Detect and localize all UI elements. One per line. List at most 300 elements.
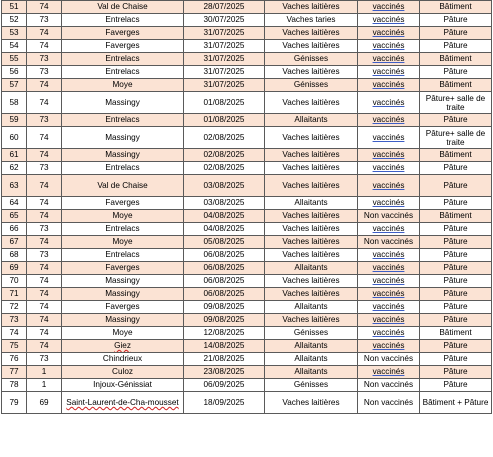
department-cell <box>27 53 62 66</box>
vaccinated-label: vaccinés <box>372 289 405 298</box>
animal-type-cell <box>265 162 358 175</box>
commune-cell <box>62 14 184 27</box>
animal-type-text: Vaches laitières <box>282 289 340 298</box>
location-text: Pâture <box>443 250 468 259</box>
date-cell <box>184 66 265 79</box>
row-number-text: 56 <box>9 67 19 76</box>
vaccination-status-cell <box>358 210 420 223</box>
location-cell <box>420 14 492 27</box>
date-cell <box>184 1 265 14</box>
date-cell <box>184 210 265 223</box>
date-cell <box>184 92 265 114</box>
table-row <box>2 236 492 249</box>
vaccinated-label: vaccinés <box>372 150 405 159</box>
animal-type-cell <box>265 249 358 262</box>
date-text: 18/09/2025 <box>203 397 245 407</box>
location-cell <box>420 340 492 353</box>
department-text: 74 <box>39 80 49 89</box>
commune-text: Moye <box>112 237 133 246</box>
location-text: Pâture <box>443 237 468 246</box>
location-cell <box>420 53 492 66</box>
location-cell <box>420 127 492 149</box>
date-cell <box>184 327 265 340</box>
date-cell <box>184 314 265 327</box>
animal-type-cell <box>265 223 358 236</box>
commune-cell <box>62 288 184 301</box>
vaccination-status-cell <box>358 275 420 288</box>
commune-cell <box>62 197 184 210</box>
vaccination-status-cell <box>358 197 420 210</box>
row-number-text: 64 <box>9 198 19 207</box>
table-row <box>2 301 492 314</box>
department-text: 74 <box>39 97 49 107</box>
row-number-cell <box>2 162 27 175</box>
date-cell <box>184 27 265 40</box>
department-text: 74 <box>39 341 49 350</box>
location-text: Pâture <box>443 67 468 76</box>
animal-type-text: Vaches laitières <box>282 67 340 76</box>
animal-type-text: Vaches laitières <box>282 211 340 220</box>
commune-text: Culoz <box>112 367 133 376</box>
commune-text: Chindrieux <box>102 354 143 363</box>
commune-text: Massingy <box>105 133 140 142</box>
location-cell <box>420 175 492 197</box>
vaccinated-label: vaccinés <box>372 67 405 76</box>
vaccinated-label: vaccinés <box>372 263 405 272</box>
row-number-cell <box>2 114 27 127</box>
department-text: 73 <box>39 250 49 259</box>
row-number-cell <box>2 392 27 414</box>
animal-type-cell <box>265 92 358 114</box>
row-number-cell <box>2 27 27 40</box>
date-cell <box>184 288 265 301</box>
vaccinated-label: vaccinés <box>372 54 405 63</box>
animal-type-cell <box>265 327 358 340</box>
table-row <box>2 114 492 127</box>
commune-cell <box>62 275 184 288</box>
department-cell <box>27 40 62 53</box>
commune-text: Moye <box>112 80 133 89</box>
row-number-cell <box>2 210 27 223</box>
location-text: Pâture <box>443 28 468 37</box>
table-row <box>2 162 492 175</box>
animal-type-cell <box>265 353 358 366</box>
vaccination-status-cell <box>358 114 420 127</box>
department-text: 1 <box>41 367 47 376</box>
department-cell <box>27 127 62 149</box>
animal-type-text: Génisses <box>293 328 329 337</box>
department-text: 74 <box>39 289 49 298</box>
vaccination-status-cell <box>358 249 420 262</box>
animal-type-cell <box>265 314 358 327</box>
date-cell <box>184 340 265 353</box>
date-cell <box>184 53 265 66</box>
date-text: 04/08/2025 <box>203 224 245 233</box>
date-text: 31/07/2025 <box>203 28 245 37</box>
row-number-cell <box>2 314 27 327</box>
commune-text: Val de Chaise <box>97 181 148 190</box>
date-text: 01/08/2025 <box>203 115 245 124</box>
row-number-cell <box>2 92 27 114</box>
department-text: 74 <box>39 41 49 50</box>
department-text: 73 <box>39 224 49 233</box>
location-cell <box>420 262 492 275</box>
department-text: 69 <box>39 397 49 407</box>
row-number-cell <box>2 327 27 340</box>
location-cell <box>420 223 492 236</box>
location-text: Bâtiment <box>439 328 472 337</box>
commune-text: Faverges <box>105 41 140 50</box>
row-number-text: 70 <box>9 276 19 285</box>
vaccination-status-cell <box>358 327 420 340</box>
department-text: 74 <box>39 237 49 246</box>
department-text: 74 <box>39 211 49 220</box>
date-cell <box>184 14 265 27</box>
row-number-text: 77 <box>9 367 19 376</box>
row-number-text: 65 <box>9 211 19 220</box>
location-cell <box>420 210 492 223</box>
date-cell <box>184 79 265 92</box>
vaccination-status-text: Non vaccinés <box>363 397 414 407</box>
vaccinated-label: vaccinés <box>372 328 405 337</box>
row-number-text: 54 <box>9 41 19 50</box>
location-text: Pâture <box>443 276 468 285</box>
vaccination-status-cell <box>358 27 420 40</box>
table-row <box>2 366 492 379</box>
row-number-text: 59 <box>9 115 19 124</box>
date-text: 02/08/2025 <box>203 150 245 159</box>
table-row <box>2 314 492 327</box>
animal-type-cell <box>265 366 358 379</box>
department-text: 74 <box>39 180 49 190</box>
table-row <box>2 66 492 79</box>
date-text: 12/08/2025 <box>203 328 245 337</box>
date-text: 02/08/2025 <box>203 163 245 172</box>
date-text: 05/08/2025 <box>203 237 245 246</box>
animal-type-cell <box>265 14 358 27</box>
commune-text: Faverges <box>105 198 140 207</box>
vaccinated-label: vaccinés <box>372 302 405 311</box>
table-row <box>2 392 492 414</box>
location-cell <box>420 301 492 314</box>
vaccination-status-cell <box>358 353 420 366</box>
row-number-cell <box>2 149 27 162</box>
vaccination-status-cell <box>358 149 420 162</box>
location-cell <box>420 353 492 366</box>
location-text: Pâture <box>443 198 468 207</box>
table-row <box>2 249 492 262</box>
location-text: Bâtiment <box>439 150 472 159</box>
vaccinated-label: vaccinés <box>372 97 405 107</box>
date-text: 06/08/2025 <box>203 263 245 272</box>
animal-type-text: Vaches laitières <box>282 180 340 190</box>
department-cell <box>27 327 62 340</box>
vaccinated-label: vaccinés <box>372 15 405 24</box>
animal-type-text: Vaches laitières <box>282 132 340 142</box>
row-number-text: 51 <box>9 2 19 11</box>
vaccination-status-text: Non vaccinés <box>363 380 414 389</box>
table-row <box>2 14 492 27</box>
animal-type-text: Vaches laitières <box>282 237 340 246</box>
animal-type-text: Allaitants <box>294 302 328 311</box>
table-row <box>2 197 492 210</box>
date-text: 06/09/2025 <box>203 380 245 389</box>
table-row <box>2 1 492 14</box>
location-text: Pâture <box>443 341 468 350</box>
animal-type-cell <box>265 127 358 149</box>
commune-cell <box>62 66 184 79</box>
location-text: Pâture <box>443 181 468 190</box>
location-cell <box>420 162 492 175</box>
department-text: 74 <box>39 28 49 37</box>
date-text: 31/07/2025 <box>203 41 245 50</box>
commune-cell <box>62 340 184 353</box>
table-row <box>2 53 492 66</box>
table-body <box>2 1 492 414</box>
animal-type-cell <box>265 53 358 66</box>
animal-type-text: Allaitants <box>294 115 328 124</box>
department-text: 73 <box>39 354 49 363</box>
row-number-cell <box>2 175 27 197</box>
location-cell <box>420 40 492 53</box>
animal-type-cell <box>265 197 358 210</box>
date-text: 06/08/2025 <box>203 250 245 259</box>
location-text: Pâture <box>443 41 468 50</box>
row-number-cell <box>2 340 27 353</box>
location-cell <box>420 314 492 327</box>
row-number-text: 52 <box>9 15 19 24</box>
vaccinated-label: vaccinés <box>372 367 405 376</box>
table-row <box>2 379 492 392</box>
date-cell <box>184 40 265 53</box>
department-cell <box>27 27 62 40</box>
date-text: 31/07/2025 <box>203 54 245 63</box>
row-number-text: 74 <box>9 328 19 337</box>
table-row <box>2 223 492 236</box>
department-text: 74 <box>39 2 49 11</box>
row-number-cell <box>2 66 27 79</box>
animal-type-cell <box>265 210 358 223</box>
commune-cell <box>62 314 184 327</box>
commune-text: Entrelacs <box>105 67 140 76</box>
location-cell <box>420 327 492 340</box>
animal-type-text: Allaitants <box>294 198 328 207</box>
commune-text: Massingy <box>105 315 140 324</box>
location-text: Pâture+ salle de traite <box>425 93 486 112</box>
table-row <box>2 149 492 162</box>
department-cell <box>27 249 62 262</box>
location-cell <box>420 27 492 40</box>
animal-type-cell <box>265 392 358 414</box>
row-number-text: 63 <box>9 180 19 190</box>
vaccination-status-cell <box>358 366 420 379</box>
date-text: 21/08/2025 <box>203 354 245 363</box>
commune-text: Entrelacs <box>105 250 140 259</box>
animal-type-text: Vaches laitières <box>282 250 340 259</box>
table-row <box>2 353 492 366</box>
department-text: 74 <box>39 315 49 324</box>
location-text: Pâture <box>443 263 468 272</box>
department-cell <box>27 14 62 27</box>
animal-type-cell <box>265 340 358 353</box>
location-cell <box>420 197 492 210</box>
animal-type-text: Vaches laitières <box>282 224 340 233</box>
location-cell <box>420 366 492 379</box>
animal-type-cell <box>265 149 358 162</box>
location-text: Bâtiment <box>439 211 472 220</box>
animal-type-text: Vaches laitières <box>282 28 340 37</box>
vaccination-status-cell <box>358 262 420 275</box>
date-text: 31/07/2025 <box>203 80 245 89</box>
table-row <box>2 288 492 301</box>
vaccinated-label: vaccinés <box>372 163 405 172</box>
commune-text: Massingy <box>105 289 140 298</box>
date-cell <box>184 236 265 249</box>
animal-type-text: Vaches laitières <box>282 150 340 159</box>
vaccination-status-cell <box>358 236 420 249</box>
vaccinated-label: vaccinés <box>372 315 405 324</box>
commune-cell <box>62 1 184 14</box>
date-text: 30/07/2025 <box>203 15 245 24</box>
vaccination-status-cell <box>358 14 420 27</box>
vaccinated-label: vaccinés <box>372 28 405 37</box>
vaccination-status-text: Non vaccinés <box>363 211 414 220</box>
animal-type-text: Allaitants <box>294 354 328 363</box>
vaccination-status-cell <box>358 92 420 114</box>
department-text: 74 <box>39 302 49 311</box>
commune-cell <box>62 327 184 340</box>
row-number-cell <box>2 223 27 236</box>
vaccinated-label: vaccinés <box>372 341 405 350</box>
table-row <box>2 92 492 114</box>
row-number-text: 57 <box>9 80 19 89</box>
animal-type-cell <box>265 288 358 301</box>
vaccination-status-cell <box>358 66 420 79</box>
location-cell <box>420 275 492 288</box>
date-text: 14/08/2025 <box>203 341 245 350</box>
commune-text: Faverges <box>105 28 140 37</box>
date-cell <box>184 197 265 210</box>
commune-cell <box>62 366 184 379</box>
date-cell <box>184 249 265 262</box>
row-number-cell <box>2 249 27 262</box>
department-cell <box>27 79 62 92</box>
animal-type-text: Vaches laitières <box>282 315 340 324</box>
date-cell <box>184 114 265 127</box>
commune-text: Val de Chaise <box>97 2 148 11</box>
department-cell <box>27 1 62 14</box>
department-cell <box>27 162 62 175</box>
date-cell <box>184 366 265 379</box>
row-number-cell <box>2 236 27 249</box>
animal-type-cell <box>265 275 358 288</box>
location-cell <box>420 79 492 92</box>
date-cell <box>184 223 265 236</box>
animal-type-cell <box>265 40 358 53</box>
row-number-text: 73 <box>9 315 19 324</box>
row-number-cell <box>2 14 27 27</box>
date-cell <box>184 127 265 149</box>
animal-type-text: Vaches laitières <box>282 97 340 107</box>
commune-cell <box>62 353 184 366</box>
date-cell <box>184 379 265 392</box>
vaccination-status-cell <box>358 223 420 236</box>
department-cell <box>27 197 62 210</box>
table-row <box>2 127 492 149</box>
commune-cell <box>62 392 184 414</box>
commune-text: Entrelacs <box>105 54 140 63</box>
vaccination-status-cell <box>358 162 420 175</box>
department-cell <box>27 92 62 114</box>
table-row <box>2 275 492 288</box>
animal-type-text: Allaitants <box>294 341 328 350</box>
table-row <box>2 327 492 340</box>
department-cell <box>27 262 62 275</box>
animal-type-cell <box>265 114 358 127</box>
animal-type-cell <box>265 27 358 40</box>
commune-cell <box>62 162 184 175</box>
animal-type-text: Vaches laitières <box>282 2 340 11</box>
commune-text: Faverges <box>105 263 140 272</box>
animal-type-cell <box>265 236 358 249</box>
department-cell <box>27 392 62 414</box>
commune-cell <box>62 127 184 149</box>
department-text: 73 <box>39 115 49 124</box>
date-cell <box>184 275 265 288</box>
animal-type-text: Vaches taries <box>286 15 336 24</box>
animal-type-cell <box>265 66 358 79</box>
animal-type-text: Allaitants <box>294 263 328 272</box>
location-cell <box>420 92 492 114</box>
department-cell <box>27 379 62 392</box>
commune-text: Entrelacs <box>105 163 140 172</box>
location-text: Pâture+ salle de traite <box>425 128 486 147</box>
vaccinated-label: vaccinés <box>372 224 405 233</box>
date-cell <box>184 392 265 414</box>
animal-type-text: Vaches laitières <box>282 41 340 50</box>
location-cell <box>420 1 492 14</box>
table-row <box>2 262 492 275</box>
date-text: 03/08/2025 <box>203 198 245 207</box>
row-number-cell <box>2 79 27 92</box>
vaccination-status-cell <box>358 175 420 197</box>
date-text: 06/08/2025 <box>203 289 245 298</box>
department-cell <box>27 353 62 366</box>
row-number-cell <box>2 301 27 314</box>
vaccination-status-cell <box>358 127 420 149</box>
row-number-text: 76 <box>9 354 19 363</box>
commune-text: Entrelacs <box>105 115 140 124</box>
date-cell <box>184 162 265 175</box>
commune-text: Massingy <box>105 276 140 285</box>
department-cell <box>27 210 62 223</box>
department-cell <box>27 236 62 249</box>
commune-cell <box>62 223 184 236</box>
commune-cell <box>62 175 184 197</box>
commune-cell <box>62 92 184 114</box>
row-number-cell <box>2 53 27 66</box>
row-number-text: 60 <box>9 132 19 142</box>
commune-cell <box>62 149 184 162</box>
commune-text: Entrelacs <box>105 224 140 233</box>
animal-type-text: Vaches laitières <box>282 276 340 285</box>
commune-text: Massingy <box>105 98 140 107</box>
location-text: Pâture <box>443 115 468 124</box>
date-text: 23/08/2025 <box>203 367 245 376</box>
commune-cell <box>62 210 184 223</box>
commune-cell <box>62 379 184 392</box>
row-number-text: 78 <box>9 380 19 389</box>
